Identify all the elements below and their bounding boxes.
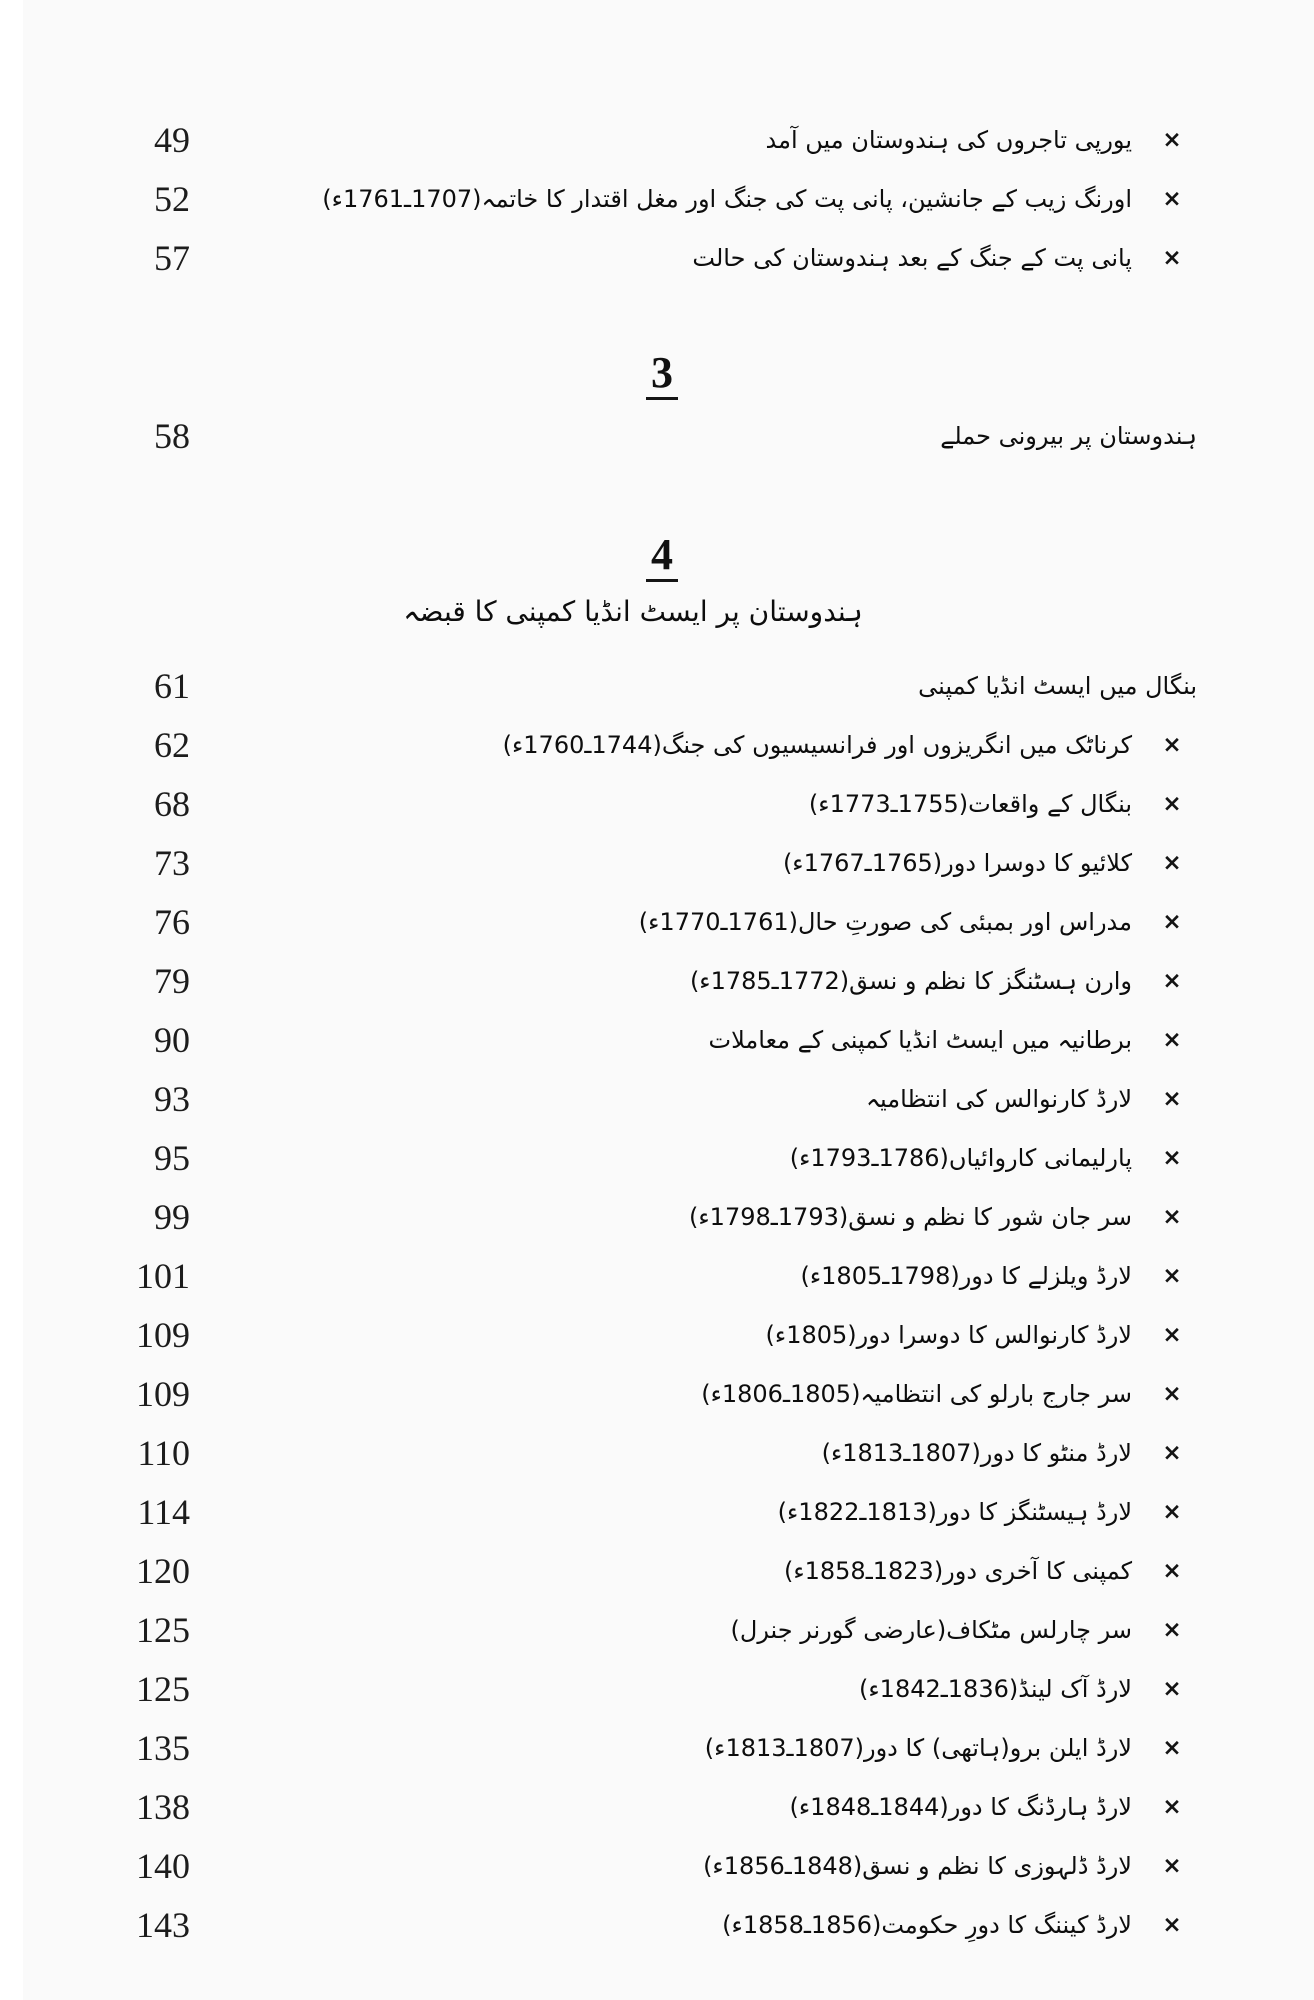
page-number: 93 [154, 1079, 190, 1119]
page-number: 52 [154, 179, 190, 219]
cross-bullet-icon: × [1162, 1794, 1182, 1820]
toc-entry [0, 1365, 1314, 1424]
entry-title: اورنگ زیب کے جانشین، پانی پت کی جنگ اور مغل اقتدار کا خاتمہ(1707ـ1761ء) [322, 185, 1132, 213]
entry-title: لارڈ آک لینڈ(1836ـ1842ء) [859, 1675, 1132, 1703]
cross-bullet-icon: × [1162, 850, 1182, 876]
cross-bullet-icon: × [1162, 791, 1182, 817]
entry-title: لارڈ ایلن برو(ہاتھی) کا دور(1807ـ1813ء) [704, 1734, 1132, 1762]
toc-entry [0, 1483, 1314, 1542]
page-number: 110 [137, 1433, 190, 1473]
toc-entry [0, 1424, 1314, 1483]
page-number: 62 [154, 725, 190, 765]
page-number: 61 [154, 666, 190, 706]
entry-title: لارڈ ہیسٹنگز کا دور(1813ـ1822ء) [777, 1498, 1132, 1526]
entry-title: لارڈ کارنوالس کا دوسرا دور(1805ء) [765, 1321, 1132, 1349]
cross-bullet-icon: × [1162, 186, 1182, 212]
entry-title: بنگال میں ایسٹ انڈیا کمپنی [918, 672, 1197, 700]
toc-entry [0, 1778, 1314, 1837]
toc-entry [0, 407, 1314, 466]
entry-title: کرناٹک میں انگریزوں اور فرانسیسیوں کی جنگ(1744ـ1760ء) [502, 731, 1132, 759]
entry-title: بنگال کے واقعات(1755ـ1773ء) [808, 790, 1132, 818]
toc-entry [0, 893, 1314, 952]
cross-bullet-icon: × [1162, 732, 1182, 758]
cross-bullet-icon: × [1162, 1676, 1182, 1702]
toc-entry [0, 1188, 1314, 1247]
entry-title: پارلیمانی کاروائیاں(1786ـ1793ء) [789, 1144, 1132, 1172]
toc-entry [0, 1129, 1314, 1188]
page-number: 143 [136, 1905, 190, 1945]
section-number: 3 [646, 351, 678, 400]
toc-entry [0, 1542, 1314, 1601]
entry-title: ہندوستان پر بیرونی حملے [940, 422, 1197, 450]
entry-title: کلائیو کا دوسرا دور(1765ـ1767ء) [782, 849, 1132, 877]
entry-title: وارن ہسٹنگز کا نظم و نسق(1772ـ1785ء) [689, 967, 1132, 995]
toc-entry [0, 170, 1314, 229]
toc-entry [0, 1070, 1314, 1129]
page-number: 140 [136, 1846, 190, 1886]
toc-entry [0, 1011, 1314, 1070]
cross-bullet-icon: × [1162, 1145, 1182, 1171]
entry-title: لارڈ منٹو کا دور(1807ـ1813ء) [821, 1439, 1132, 1467]
entry-title: لارڈ کارنوالس کی انتظامیہ [865, 1085, 1132, 1113]
page-number: 109 [136, 1315, 190, 1355]
page-number: 125 [136, 1669, 190, 1709]
toc-entry [0, 834, 1314, 893]
page-number: 90 [154, 1020, 190, 1060]
cross-bullet-icon: × [1162, 1853, 1182, 1879]
entry-title: سر جان شور کا نظم و نسق(1793ـ1798ء) [689, 1203, 1132, 1231]
entry-title: سر جارج بارلو کی انتظامیہ(1805ـ1806ء) [701, 1380, 1132, 1408]
entry-title: کمپنی کا آخری دور(1823ـ1858ء) [783, 1557, 1132, 1585]
cross-bullet-icon: × [1162, 1086, 1182, 1112]
cross-bullet-icon: × [1162, 1440, 1182, 1466]
toc-entry [0, 1719, 1314, 1778]
toc-entry [0, 229, 1314, 288]
toc-entry [0, 1247, 1314, 1306]
entry-title: مدراس اور بمبئی کی صورتِ حال(1761ـ1770ء) [638, 908, 1132, 936]
cross-bullet-icon: × [1162, 1499, 1182, 1525]
page-number: 49 [154, 120, 190, 160]
page-number: 76 [154, 902, 190, 942]
entry-title: سر چارلس مٹکاف(عارضی گورنر جنرل) [730, 1616, 1132, 1644]
toc-entry [0, 1601, 1314, 1660]
cross-bullet-icon: × [1162, 909, 1182, 935]
cross-bullet-icon: × [1162, 127, 1182, 153]
page-number: 101 [136, 1256, 190, 1296]
section-subtitle: ہندوستان پر ایسٹ انڈیا کمپنی کا قبضہ [403, 595, 863, 628]
toc-entry [0, 1660, 1314, 1719]
page-number: 138 [136, 1787, 190, 1827]
section-heading [0, 530, 1314, 582]
section-number: 4 [646, 533, 678, 582]
section-heading [0, 348, 1314, 400]
toc-entry [0, 775, 1314, 834]
cross-bullet-icon: × [1162, 1027, 1182, 1053]
page-number: 114 [137, 1492, 190, 1532]
toc-entry [0, 716, 1314, 775]
page-number: 95 [154, 1138, 190, 1178]
cross-bullet-icon: × [1162, 1617, 1182, 1643]
toc-entry [0, 952, 1314, 1011]
cross-bullet-icon: × [1162, 968, 1182, 994]
entry-title: لارڈ ڈلہوزی کا نظم و نسق(1848ـ1856ء) [703, 1852, 1132, 1880]
page-number: 79 [154, 961, 190, 1001]
page-number: 109 [136, 1374, 190, 1414]
cross-bullet-icon: × [1162, 1263, 1182, 1289]
page-number: 73 [154, 843, 190, 883]
cross-bullet-icon: × [1162, 1322, 1182, 1348]
toc-entry [0, 111, 1314, 170]
cross-bullet-icon: × [1162, 1735, 1182, 1761]
entry-title: یورپی تاجروں کی ہندوستان میں آمد [765, 126, 1132, 154]
entry-title: پانی پت کے جنگ کے بعد ہندوستان کی حالت [692, 244, 1132, 272]
cross-bullet-icon: × [1162, 1912, 1182, 1938]
toc-entry [0, 1837, 1314, 1896]
entry-title: لارڈ کیننگ کا دورِ حکومت(1856ـ1858ء) [722, 1911, 1132, 1939]
toc-entry [0, 657, 1314, 716]
page-number: 68 [154, 784, 190, 824]
page-number: 120 [136, 1551, 190, 1591]
page-number: 99 [154, 1197, 190, 1237]
cross-bullet-icon: × [1162, 245, 1182, 271]
entry-title: لارڈ ویلزلے کا دور(1798ـ1805ء) [800, 1262, 1132, 1290]
cross-bullet-icon: × [1162, 1204, 1182, 1230]
page-number: 135 [136, 1728, 190, 1768]
cross-bullet-icon: × [1162, 1558, 1182, 1584]
entry-title: لارڈ ہارڈنگ کا دور(1844ـ1848ء) [789, 1793, 1132, 1821]
toc-entry [0, 1896, 1314, 1955]
page-number: 57 [154, 238, 190, 278]
toc-entry [0, 1306, 1314, 1365]
page-number: 58 [154, 416, 190, 456]
entry-title: برطانیہ میں ایسٹ انڈیا کمپنی کے معاملات [708, 1026, 1132, 1054]
cross-bullet-icon: × [1162, 1381, 1182, 1407]
page-number: 125 [136, 1610, 190, 1650]
